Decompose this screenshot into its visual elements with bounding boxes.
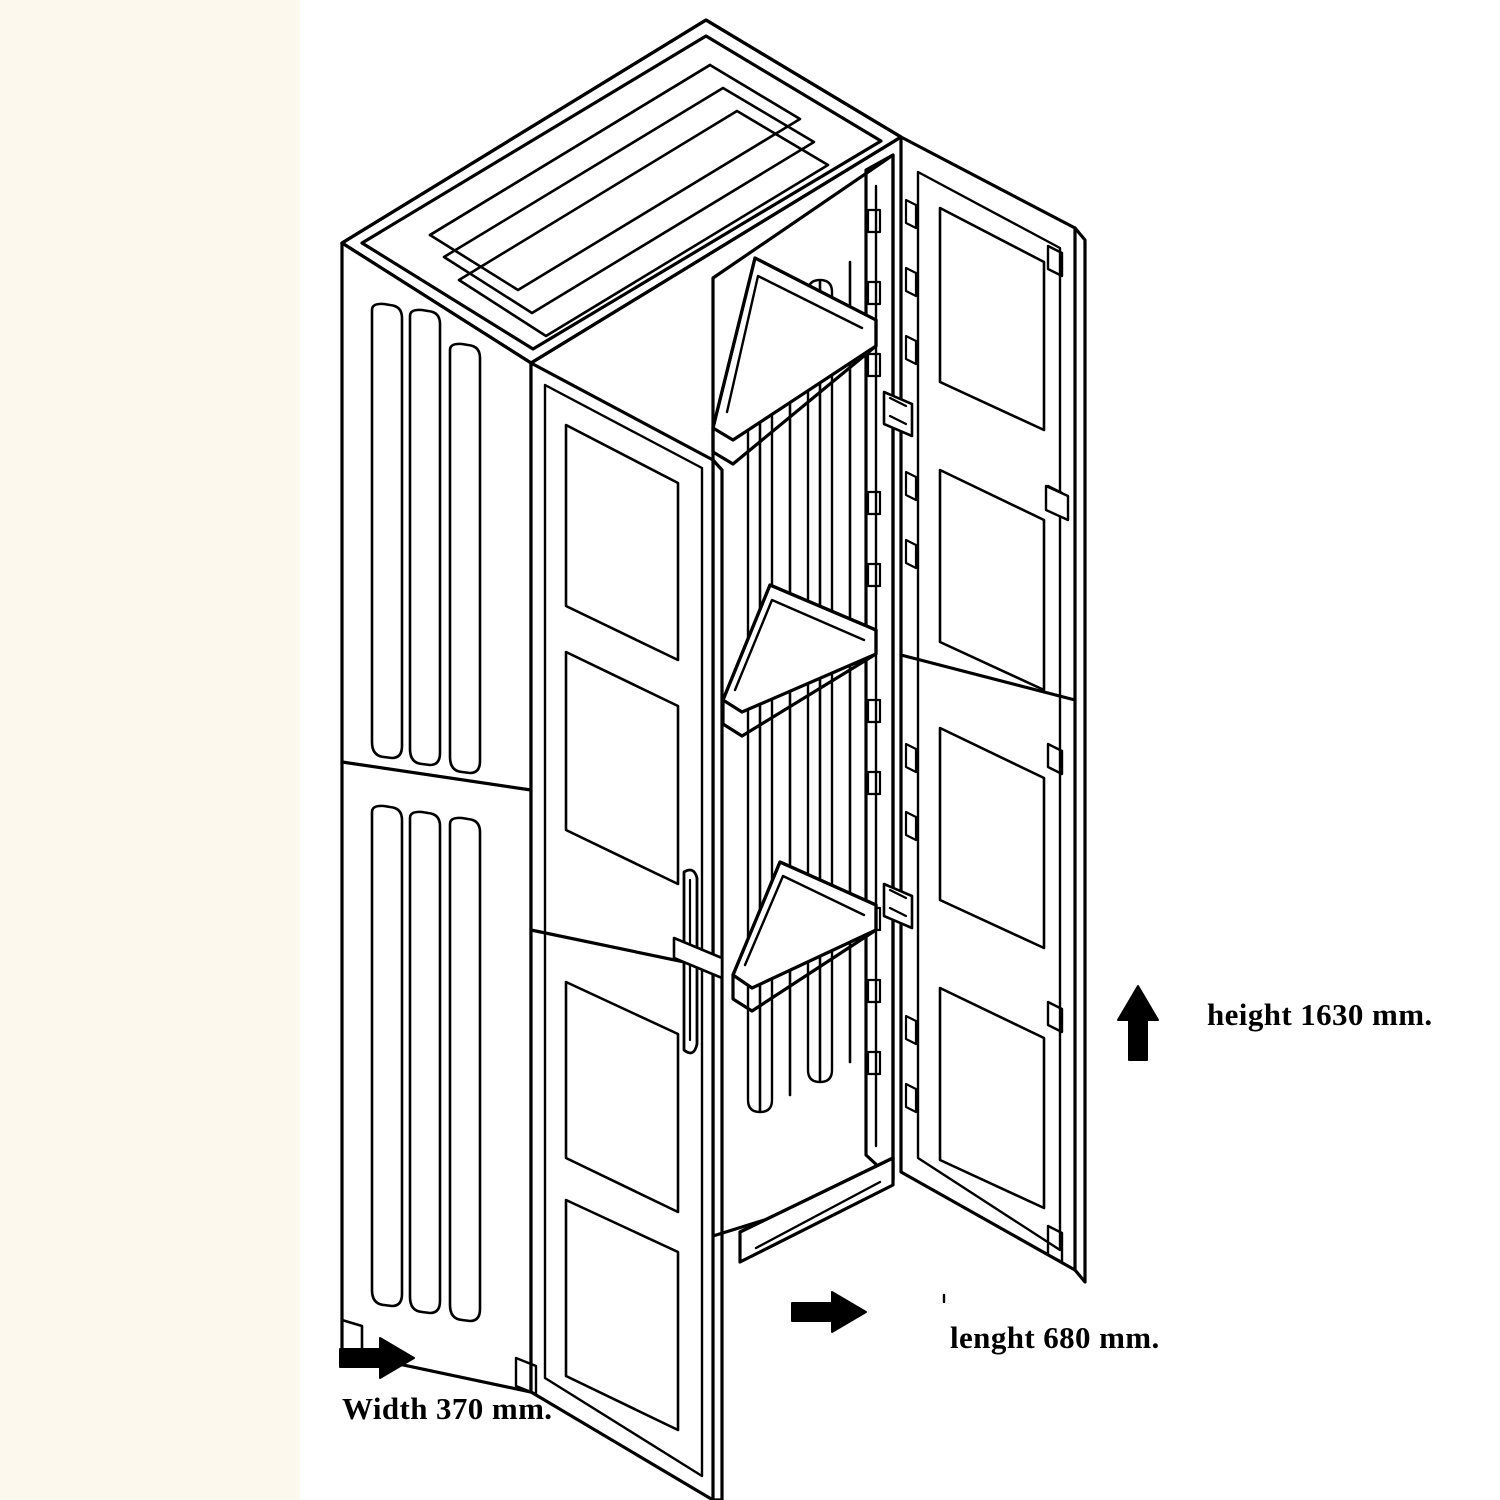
- dimension-label-height: height 1630 mm.: [1207, 997, 1433, 1032]
- length-arrow-icon: [792, 1292, 866, 1332]
- right-door: [901, 137, 1085, 1282]
- height-arrow-icon: [1118, 986, 1158, 1060]
- left-door: [516, 363, 722, 1500]
- dimension-label-length: lenght 680 mm.: [950, 1320, 1160, 1355]
- dimension-label-width: Width 370 mm.: [342, 1391, 553, 1426]
- left-side-panel: [342, 243, 531, 1392]
